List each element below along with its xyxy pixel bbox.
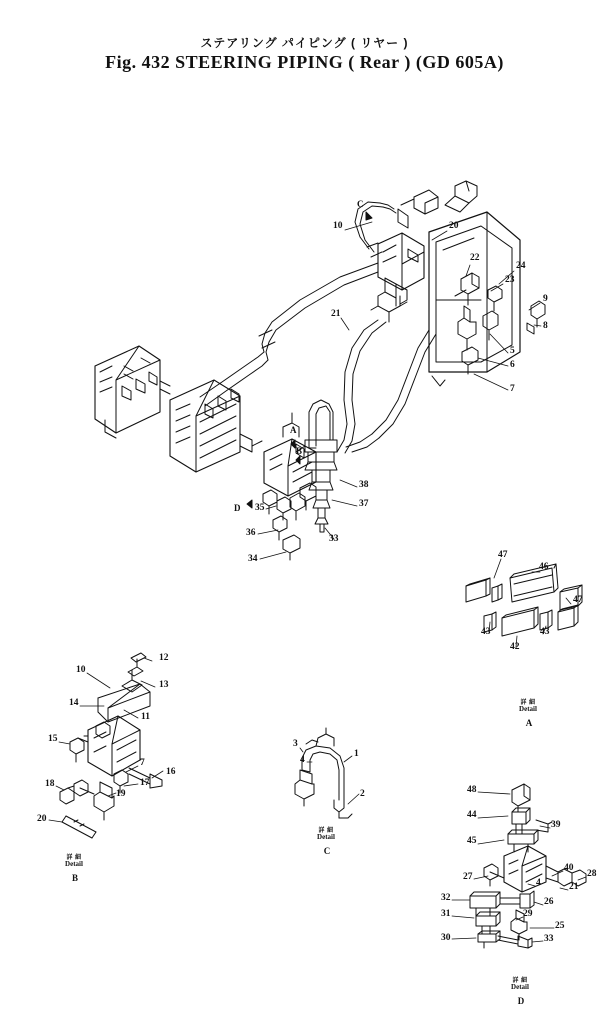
detail-a-label: [498, 700, 558, 730]
detail-b-label-jp: 詳 細: [66, 855, 82, 861]
callout-3: 3: [293, 739, 298, 749]
callout-13: 13: [159, 680, 169, 690]
callout-27: 27: [463, 872, 473, 882]
callout-32: 32: [441, 893, 451, 903]
callout-6: 6: [510, 360, 515, 370]
callout-30: 30: [441, 933, 451, 943]
detail-c-label-en: Detail: [317, 833, 335, 842]
callout-4b: 4: [536, 878, 541, 888]
callout-10b: 10: [76, 665, 86, 675]
callout-10: 10: [333, 221, 343, 231]
callout-38: 38: [359, 480, 369, 490]
callout-23: 23: [505, 275, 515, 285]
callout-18: 18: [45, 779, 55, 789]
detail-a-label-jp: 詳 細: [520, 700, 536, 706]
detail-d-label-en: Detail: [511, 983, 529, 992]
callout-37: 37: [359, 499, 369, 509]
section-balloon-c: C: [357, 199, 364, 209]
callout-4: 4: [300, 755, 305, 765]
callout-39: 39: [551, 820, 561, 830]
callout-24: 24: [516, 261, 526, 271]
callout-45: 45: [467, 836, 477, 846]
callout-42: 42: [510, 642, 520, 652]
callout-48: 48: [467, 785, 477, 795]
callout-31: 31: [441, 909, 451, 919]
callout-9: 9: [543, 294, 548, 304]
callout-40: 40: [564, 863, 574, 873]
callout-1: 1: [354, 749, 359, 759]
detail-a-label-en: Detail: [519, 705, 537, 714]
callout-14: 14: [69, 698, 79, 708]
model-code: (GD 605A): [415, 52, 504, 72]
callout-22: 22: [470, 253, 480, 263]
callout-17: 17: [140, 778, 150, 788]
callout-12: 12: [159, 653, 169, 663]
callout-19: 19: [116, 789, 126, 799]
callout-11: 11: [141, 712, 150, 722]
callout-7: 7: [510, 384, 515, 394]
title-text: STEERING PIPING ( Rear ): [175, 52, 411, 72]
callout-8: 8: [543, 321, 548, 331]
callout-5: 5: [510, 346, 515, 356]
callout-43: 43: [481, 627, 491, 637]
detail-b-letter: B: [71, 872, 78, 883]
callout-25: 25: [555, 921, 565, 931]
callout-29: 29: [523, 909, 533, 919]
callout-43b: 43: [540, 627, 550, 637]
detail-a-letter: A: [525, 717, 533, 728]
section-balloon-a: A: [290, 425, 297, 435]
detail-b-label: [44, 855, 104, 885]
callout-33: 33: [329, 534, 339, 544]
detail-d-letter: D: [517, 995, 525, 1006]
section-balloon-b: B: [296, 446, 303, 456]
callout-46: 46: [539, 562, 549, 572]
callout-2: 2: [360, 789, 365, 799]
callout-33b: 33: [544, 934, 554, 944]
detail-b-label-en: Detail: [65, 860, 83, 869]
callout-15: 15: [48, 734, 58, 744]
section-balloon-d: D: [234, 503, 241, 513]
callout-26: 26: [544, 897, 554, 907]
callout-34: 34: [248, 554, 258, 564]
callout-47: 47: [498, 550, 508, 560]
detail-c-label: [296, 828, 356, 858]
detail-d-label: [490, 978, 550, 1008]
callout-47b: 47: [573, 595, 583, 605]
callout-21: 21: [331, 309, 341, 319]
detail-c-letter: C: [323, 845, 331, 856]
detail-c-label-jp: 詳 細: [318, 828, 334, 834]
callout-20b: 20: [37, 814, 47, 824]
callout-28: 28: [587, 869, 597, 879]
japanese-title: ステアリング パイピング ( リヤー ): [200, 36, 409, 50]
detail-d-label-jp: 詳 細: [512, 978, 528, 984]
callout-7b: 7: [140, 758, 145, 768]
callout-36: 36: [246, 528, 256, 538]
callout-44: 44: [467, 810, 477, 820]
figure-label: Fig. 432: [105, 52, 171, 72]
callout-21b: 21: [569, 882, 579, 892]
callout-35: 35: [255, 503, 265, 513]
callout-20: 20: [449, 221, 459, 231]
callout-16: 16: [166, 767, 176, 777]
